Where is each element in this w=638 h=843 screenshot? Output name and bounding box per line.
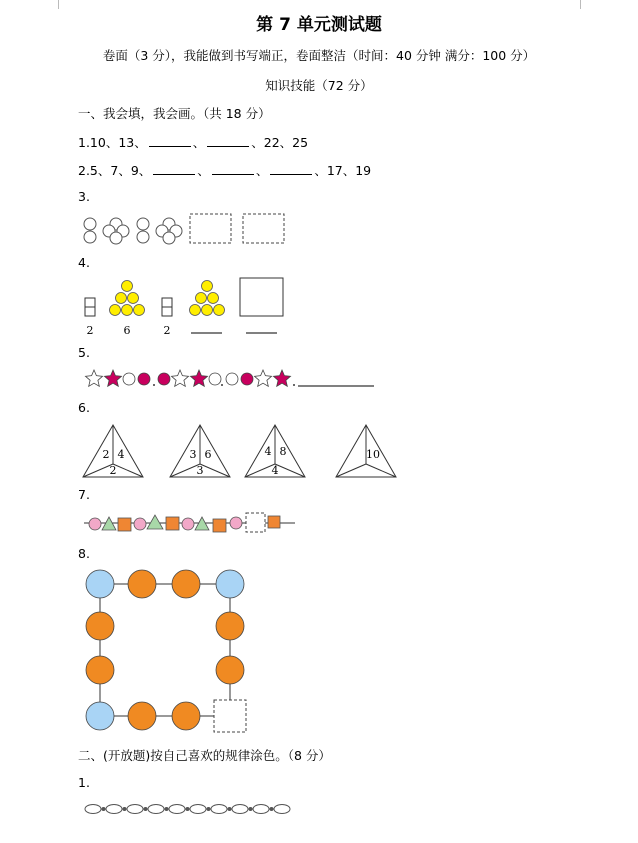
q1-tail: 、22、25 <box>251 135 309 150</box>
part2-bead-chain <box>82 800 297 820</box>
q4-label: 4. <box>78 255 90 270</box>
q5-pattern <box>80 365 380 391</box>
q5-circle-filled <box>158 373 170 385</box>
q5-circle-filled <box>138 373 150 385</box>
q6-t3-bottom: 4 <box>271 464 279 477</box>
q1-prefix: 1.10、13、 <box>78 135 147 150</box>
q5-circle-outline <box>123 373 135 385</box>
q3-label: 3. <box>78 189 90 204</box>
chain-bead[interactable] <box>85 805 101 814</box>
part2-heading: 二、(开放题)按自己喜欢的规律涂色。（8 分） <box>78 748 331 763</box>
part2-q1-label: 1. <box>78 775 90 790</box>
q7-label: 7. <box>78 487 90 502</box>
q7-bead-string <box>80 508 300 536</box>
q8-orange-circle <box>172 570 200 598</box>
q4-yellow-circle <box>190 305 201 316</box>
q4-yellow-circle <box>196 293 207 304</box>
chain-bead[interactable] <box>148 805 164 814</box>
q5-circle-outline <box>226 373 238 385</box>
q8-orange-circle <box>172 702 200 730</box>
chain-bead[interactable] <box>211 805 227 814</box>
q3-circle <box>163 232 175 244</box>
q2-sep-1: 、 <box>197 163 210 178</box>
q1-blank-1[interactable] <box>149 136 191 147</box>
q5-star-outline <box>172 370 189 386</box>
page-corner-mark-left <box>36 0 59 9</box>
q4-answer-box[interactable] <box>240 278 283 316</box>
q4-number-1: 2 <box>86 324 94 337</box>
q6-label: 6. <box>78 400 90 415</box>
q2-tail: 、17、19 <box>314 163 372 178</box>
q8-blue-circle <box>86 702 114 730</box>
q8-label: 8. <box>78 546 90 561</box>
q7-pink-circle <box>230 517 242 529</box>
q8-orange-circle <box>86 656 114 684</box>
q2-sep-2: 、 <box>255 163 269 178</box>
q6-t1-left: 2 <box>102 448 110 461</box>
q1-blank-2[interactable] <box>207 136 249 147</box>
q6-t2-left: 3 <box>189 448 197 461</box>
q5-label: 5. <box>78 345 90 360</box>
q5-star-outline <box>86 370 103 386</box>
q6-t1-bottom: 2 <box>109 464 117 477</box>
q4-yellow-circle <box>202 281 213 292</box>
q4-yellow-circle <box>202 305 213 316</box>
chain-bead[interactable] <box>274 805 290 814</box>
q8-orange-circle <box>128 570 156 598</box>
q2-blank-3[interactable] <box>270 164 312 175</box>
q4-pattern <box>80 276 300 340</box>
chain-bead[interactable] <box>253 805 269 814</box>
q8-orange-circle <box>216 656 244 684</box>
q2-blank-1[interactable] <box>153 164 195 175</box>
q7-pink-circle <box>134 518 146 530</box>
q7-orange-square <box>213 519 226 532</box>
section-label: 知识技能（72 分） <box>265 78 373 93</box>
chain-bead[interactable] <box>169 805 185 814</box>
question-1 <box>78 133 308 151</box>
q5-circle-outline <box>209 373 221 385</box>
q5-star-outline <box>255 370 272 386</box>
q1-sep: 、 <box>192 135 206 150</box>
q4-yellow-circle <box>116 293 127 304</box>
part1-heading: 一、我会填，我会画。（共 18 分） <box>78 106 271 121</box>
q2-blank-2[interactable] <box>212 164 254 175</box>
q4-number-3: 2 <box>163 324 171 337</box>
q7-pink-circle <box>182 518 194 530</box>
q3-circle <box>84 231 96 243</box>
q5-star-filled <box>105 370 122 386</box>
q7-answer-box[interactable] <box>246 513 265 532</box>
q8-orange-circle <box>86 612 114 640</box>
q7-green-triangle <box>147 515 163 529</box>
chain-bead[interactable] <box>232 805 248 814</box>
q4-yellow-circle <box>208 293 219 304</box>
q6-t3-right: 8 <box>279 445 287 458</box>
q6-t2-bottom: 3 <box>196 464 204 477</box>
page-corner-mark-right <box>580 0 603 9</box>
q5-star-filled <box>191 370 208 386</box>
q6-t1-right: 4 <box>117 448 125 461</box>
q8-blue-circle <box>216 570 244 598</box>
q3-answer-box-2[interactable] <box>243 214 284 243</box>
q3-circle <box>137 231 149 243</box>
chain-bead[interactable] <box>127 805 143 814</box>
q3-pattern <box>80 208 300 252</box>
q6-triangles <box>80 422 400 480</box>
q4-yellow-circle <box>134 305 145 316</box>
q4-yellow-circle <box>122 305 133 316</box>
q4-number-2: 6 <box>123 324 131 337</box>
q7-orange-square <box>118 518 131 531</box>
q5-circle-filled <box>241 373 253 385</box>
q7-orange-square <box>166 517 179 530</box>
chain-bead[interactable] <box>106 805 122 814</box>
q4-yellow-circle <box>214 305 225 316</box>
q8-answer-box[interactable] <box>214 700 246 732</box>
q4-yellow-circle <box>110 305 121 316</box>
question-2 <box>78 161 371 179</box>
q5-star-filled <box>274 370 291 386</box>
q3-circle <box>110 232 122 244</box>
q7-orange-square <box>268 516 280 528</box>
q3-circle <box>84 218 96 230</box>
q8-orange-circle <box>128 702 156 730</box>
subtitle: 卷面（3 分），我能做到书写端正，卷面整洁（时间：40 分钟 满分：100 分） <box>102 48 536 63</box>
q6-t2-right: 6 <box>204 448 212 461</box>
q3-answer-box-1[interactable] <box>190 214 231 243</box>
q6-t3-left: 4 <box>264 445 272 458</box>
page-title: 第 7 单元测试题 <box>256 15 382 35</box>
chain-bead[interactable] <box>190 805 206 814</box>
q8-orange-circle <box>216 612 244 640</box>
q4-yellow-circle <box>128 293 139 304</box>
q2-prefix: 2.5、7、9、 <box>78 163 152 178</box>
q3-circle <box>137 218 149 230</box>
q6-t4-top: 10 <box>366 448 380 461</box>
q4-yellow-circle <box>122 281 133 292</box>
q8-bead-square <box>80 564 255 739</box>
q7-pink-circle <box>89 518 101 530</box>
q8-blue-circle <box>86 570 114 598</box>
